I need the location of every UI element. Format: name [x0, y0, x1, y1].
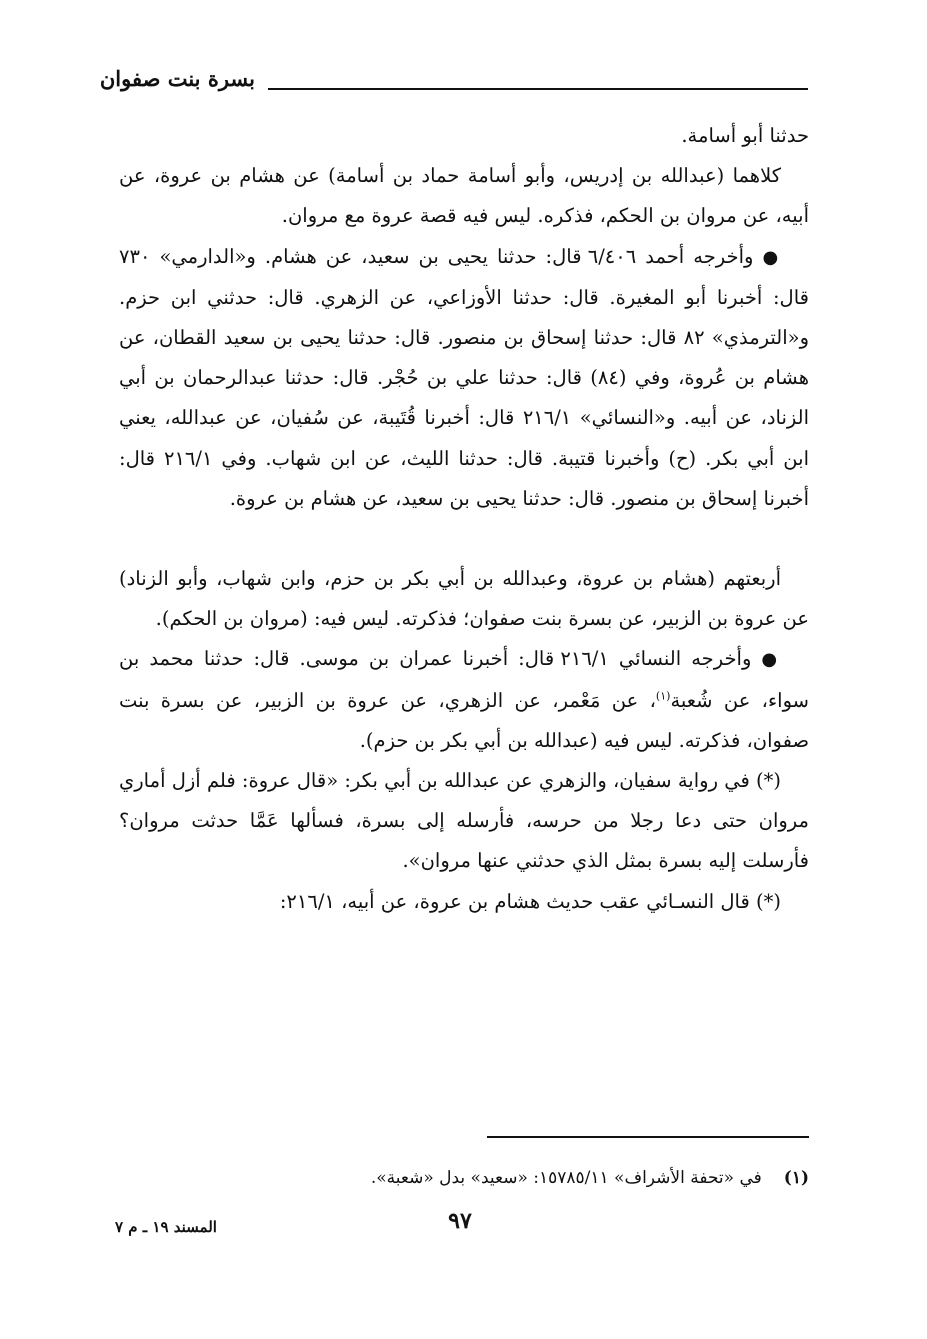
printer-signature: المسند ١٩ ـ م ٧ [115, 1218, 217, 1236]
paragraph-6: (*) في رواية سفيان، والزهري عن عبدالله بن أبي بكر: «قال عروة: فلم أزل أماري مروان حتى دعا رجلا من حرسه، فأرسله إلى بسرة، فسألها عَمَّا حدثت مروان؟ فأرسلت إليه بسرة بمثل الذي حدثني عنها مروان». [119, 769, 809, 873]
paragraph-gap [119, 519, 809, 559]
paragraph-3-text: وأخرجه أحمد ٦/٤٠٦ قال: حدثنا يحيى بن سعيد، عن هشام. و«الدارمي» ٧٣٠ قال: أخبرنا أبو المغيرة. قال: حدثنا الأوزاعي، عن الزهري. قال: حدثني ابن حزم. و«الترمذي» ٨٢ قال: حدثنا إسحاق بن منصور. قال: حدثنا يحيى بن سعيد القطان، عن هشام بن عُروة، وفي (٨٤) قال: حدثنا علي بن حُجْر. قال: حدثنا عبدالرحمان بن أبي الزناد، عن أبيه. و«النسائي» ٢١٦/١ قال: أخبرنا قُتَيبة، عن سُفيان، عن عبدالله، يعني ابن أبي بكر. (ح) وأخبرنا قتيبة. قال: حدثنا الليث، عن ابن شهاب. وفي ٢١٦/١ قال: أخبرنا إسحاق بن منصور. قال: حدثنا يحيى بن سعيد، عن هشام بن عروة. [119, 244, 809, 510]
paragraph-4: أربعتهم (هشام بن عروة، وعبدالله بن أبي بكر بن حزم، وابن شهاب، وأبو الزناد) عن عروة بن الزبير، عن بسرة بنت صفوان؛ فذكرته. ليس فيه: (مروان بن الحكم). [119, 567, 809, 631]
paragraph-5-text-a: وأخرجه النسائي ٢١٦/١ قال: أخبرنا عمران بن موسى. قال: حدثنا محمد بن سواء، عن شُعبة [119, 647, 809, 712]
footnote-number: (١) [783, 1168, 809, 1188]
page-number: ٩٧ [448, 1208, 472, 1234]
body-text [119, 116, 809, 922]
paragraph-2: كلاهما (عبدالله بن إدريس، وأبو أسامة حماد بن أسامة) عن هشام بن عروة، عن أبيه، عن مروان بن الحكم، فذكره. ليس فيه قصة عروة مع مروان. [119, 164, 809, 228]
paragraph-7: (*) قال النسـائي عقب حديث هشام بن عروة، عن أبيه، ٢١٦/١: [279, 889, 781, 913]
footnote-rule [487, 1136, 809, 1138]
paragraph-1: حدثنا أبو أسامة. [681, 124, 809, 147]
paragraph-5-text-b: ، عن مَعْمر، عن الزهري، عن عروة بن الزبير، عن بسرة بنت صفوان، فذكرته. ليس فيه (عبدالله بن أبي بكر بن حزم). [119, 688, 809, 752]
footnote [119, 1164, 809, 1192]
paragraph-3 [119, 237, 809, 519]
bullet-icon: ● [762, 246, 781, 268]
bullet-icon: ● [761, 649, 781, 671]
running-title: بسرة بنت صفوان [99, 66, 255, 91]
running-header [99, 66, 808, 102]
header-rule [268, 88, 808, 90]
footnote-text: في «تحفة الأشراف» ١٥٧٨٥/١١: «سعيد» بدل «شعبة». [370, 1168, 762, 1188]
paragraph-5 [119, 639, 809, 761]
footnote-marker[interactable]: (١) [655, 689, 671, 703]
